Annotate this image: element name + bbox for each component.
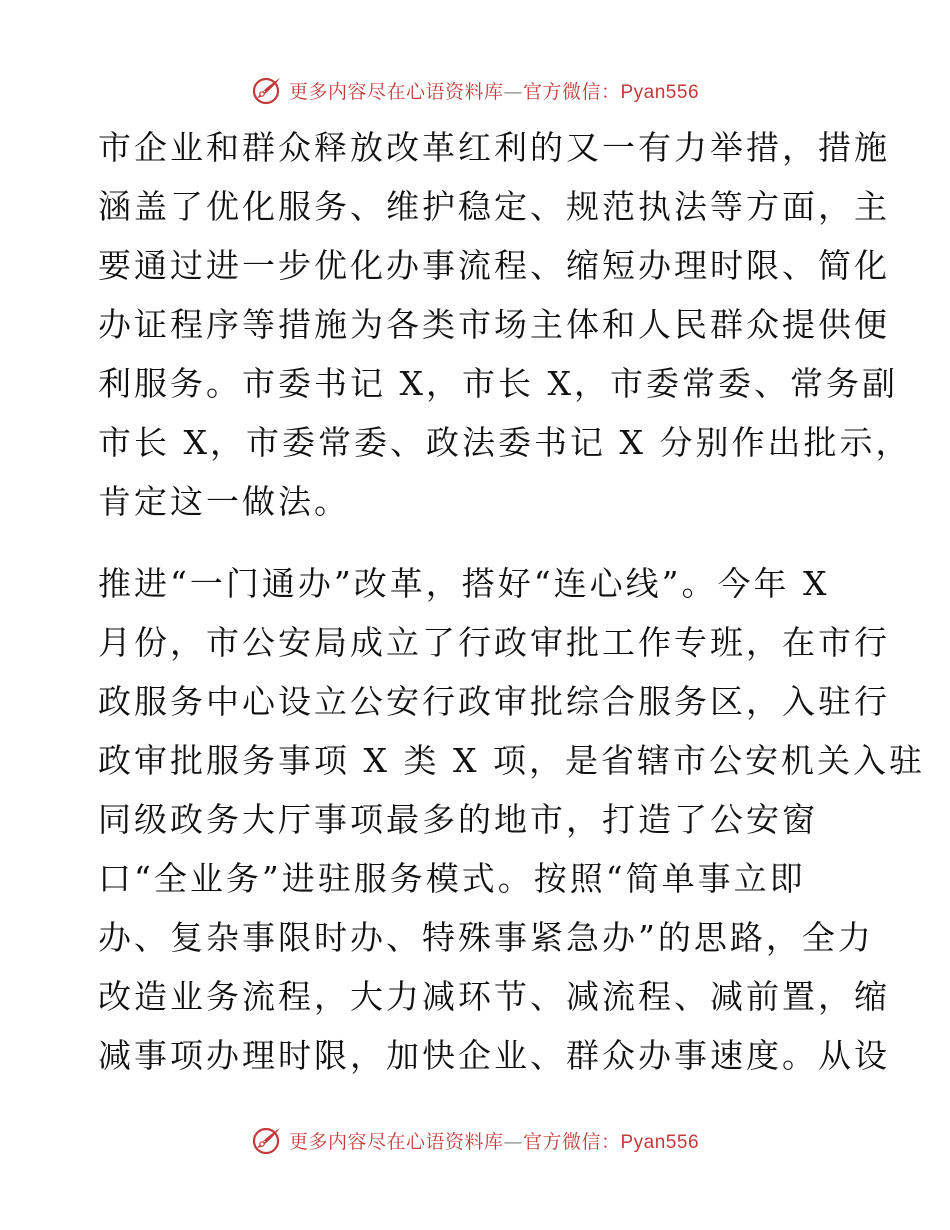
text-line: 办、复杂事限时办、特殊事紧急办”的思路，全力 [98, 918, 874, 957]
banner-separator: — [503, 1130, 523, 1153]
paragraph-spacer [98, 531, 858, 554]
banner-contact-text: 官方微信： [522, 80, 621, 103]
paragraph-2 [98, 554, 925, 1085]
quill-seal-icon [251, 1124, 283, 1156]
text-line: 口“全业务”进驻服务模式。按照“简单事立即 [98, 859, 806, 898]
banner-contact-text: 官方微信： [522, 1130, 621, 1153]
text-line: 办证程序等措施为各类市场主体和人民群众提供便 [98, 305, 890, 344]
paragraph-1 [98, 118, 912, 531]
document-body [98, 118, 925, 1085]
text-line: 月份，市公安局成立了行政审批工作专班，在市行 [98, 623, 890, 662]
header-banner [0, 72, 950, 108]
text-line: 利服务。市委书记 X，市长 X，市委常委、常务副 [98, 364, 898, 403]
text-line: 市企业和群众释放改革红利的又一有力举措，措施 [98, 128, 890, 167]
text-line: 市长 X，市委常委、政法委书记 X 分别作出批示， [98, 423, 912, 462]
banner-site-text: 更多内容尽在心语资料库 [288, 80, 504, 103]
text-line: 减事项办理时限，加快企业、群众办事速度。从设 [98, 1036, 890, 1075]
banner-wechat-id: Pyan556 [620, 1131, 700, 1153]
banner-site-text: 更多内容尽在心语资料库 [288, 1130, 504, 1153]
text-line: 政审批服务事项 X 类 X 项，是省辖市公安机关入驻 [98, 741, 925, 780]
text-line: 肯定这一做法。 [98, 482, 350, 521]
text-line: 推进“一门通办”改革，搭好“连心线”。今年 X [98, 564, 830, 603]
text-line: 政服务中心设立公安行政审批综合服务区，入驻行 [98, 682, 890, 721]
banner-separator: — [503, 80, 523, 103]
text-line: 涵盖了优化服务、维护稳定、规范执法等方面，主 [98, 187, 890, 226]
quill-seal-icon [251, 74, 283, 106]
text-line: 改造业务流程，大力减环节、减流程、减前置，缩 [98, 977, 890, 1016]
text-line: 要通过进一步优化办事流程、缩短办理时限、简化 [98, 246, 890, 285]
text-line: 同级政务大厅事项最多的地市，打造了公安窗 [98, 800, 818, 839]
banner-wechat-id: Pyan556 [620, 81, 700, 103]
footer-banner [0, 1122, 950, 1158]
